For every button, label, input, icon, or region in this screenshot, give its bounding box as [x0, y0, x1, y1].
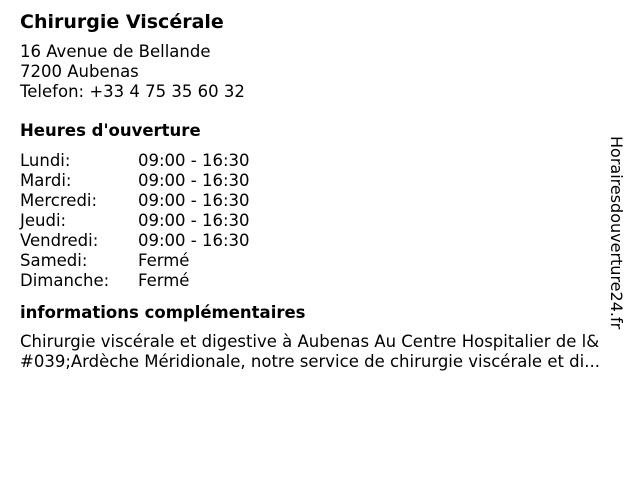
day-label: Jeudi:	[20, 211, 67, 230]
info-heading: informations complémentaires	[20, 303, 306, 322]
day-label: Mardi:	[20, 171, 72, 190]
hours-heading: Heures d'ouverture	[20, 121, 201, 140]
time-value: 09:00 - 16:30	[138, 191, 250, 210]
hours-row-lundi	[20, 151, 620, 171]
time-value: Fermé	[138, 271, 190, 290]
hours-row-mercredi	[20, 191, 620, 211]
info-line-2: #039;Ardèche Méridionale, notre service de chirurgie viscérale et di...	[20, 352, 600, 371]
street-address: 16 Avenue de Bellande	[20, 42, 211, 61]
info-line-1: Chirurgie viscérale et digestive à Aubenas Au Centre Hospitalier de l&	[20, 332, 600, 351]
day-label: Samedi:	[20, 251, 88, 270]
info-description	[20, 332, 632, 372]
business-title: Chirurgie Viscérale	[20, 11, 224, 33]
hours-row-dimanche	[20, 271, 620, 291]
time-value: 09:00 - 16:30	[138, 171, 250, 190]
hours-row-mardi	[20, 171, 620, 191]
time-value: 09:00 - 16:30	[138, 211, 250, 230]
phone-number: Telefon: +33 4 75 35 60 32	[20, 82, 245, 101]
day-label: Mercredi:	[20, 191, 98, 210]
day-label: Vendredi:	[20, 231, 99, 250]
time-value: 09:00 - 16:30	[138, 151, 250, 170]
city-address: 7200 Aubenas	[20, 62, 139, 81]
time-value: Fermé	[138, 251, 190, 270]
address-block	[20, 42, 620, 102]
day-label: Dimanche:	[20, 271, 110, 290]
hours-row-vendredi	[20, 231, 620, 251]
hours-row-jeudi	[20, 211, 620, 231]
time-value: 09:00 - 16:30	[138, 231, 250, 250]
site-watermark: Horairesdouverture24.fr	[607, 136, 626, 330]
opening-hours-table	[20, 151, 620, 291]
business-listing	[20, 10, 620, 372]
day-label: Lundi:	[20, 151, 71, 170]
hours-row-samedi	[20, 251, 620, 271]
